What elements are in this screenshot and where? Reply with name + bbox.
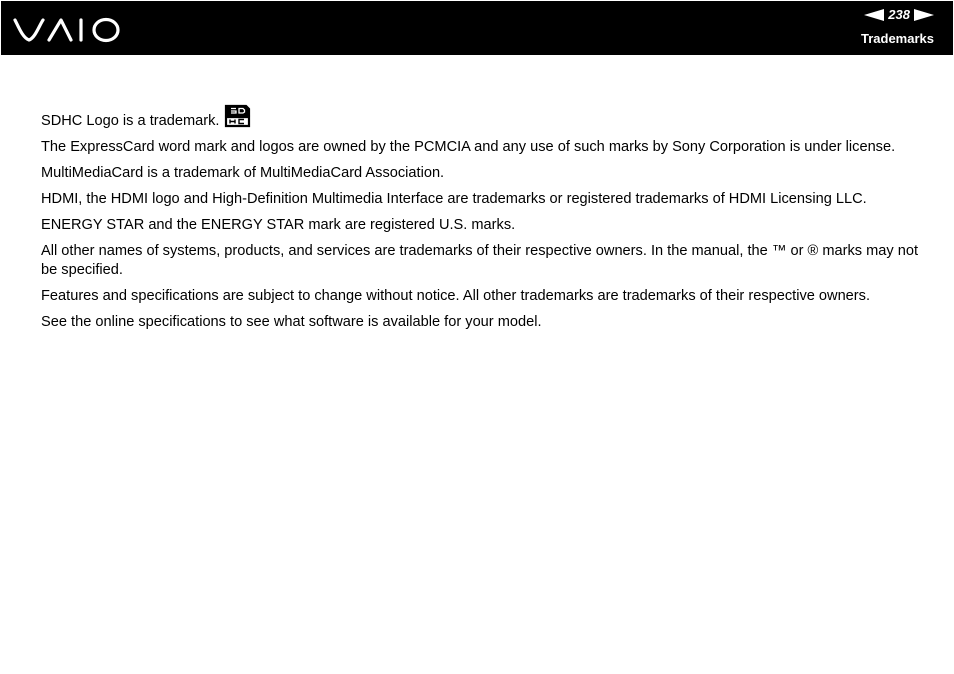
previous-page-arrow-icon[interactable] (864, 9, 884, 21)
vaio-logo-icon (13, 14, 123, 44)
paragraph: Features and specifications are subject to change without notice. All other trademarks are trademarks of their respective owners. (41, 288, 871, 304)
paragraph: MultiMediaCard is a trademark of MultiMediaCard Association. (41, 165, 445, 181)
paragraph: HDMI, the HDMI logo and High-Definition Multimedia Interface are trademarks or registered trademarks of HDMI Licensing LLC. (41, 191, 867, 207)
next-page-arrow-icon[interactable] (914, 9, 934, 21)
paragraph (41, 104, 921, 131)
page-number: 238 (888, 7, 910, 22)
page-navigation (864, 7, 934, 23)
paragraph: The ExpressCard word mark and logos are owned by the PCMCIA and any use of such marks by Sony Corporation is under license. (41, 139, 896, 155)
paragraph-text: SDHC Logo is a trademark. (41, 113, 220, 129)
page-header (1, 1, 953, 55)
section-title: Trademarks (861, 31, 934, 46)
paragraph: ENERGY STAR and the ENERGY STAR mark are registered U.S. marks. (41, 217, 516, 233)
sdhc-logo-icon (222, 104, 254, 128)
paragraph: See the online specifications to see what software is available for your model. (41, 314, 542, 330)
document-body (41, 104, 921, 339)
paragraph: All other names of systems, products, and services are trademarks of their respective owners. In the manual, the ™ or ® marks may not be specified. (41, 243, 919, 278)
